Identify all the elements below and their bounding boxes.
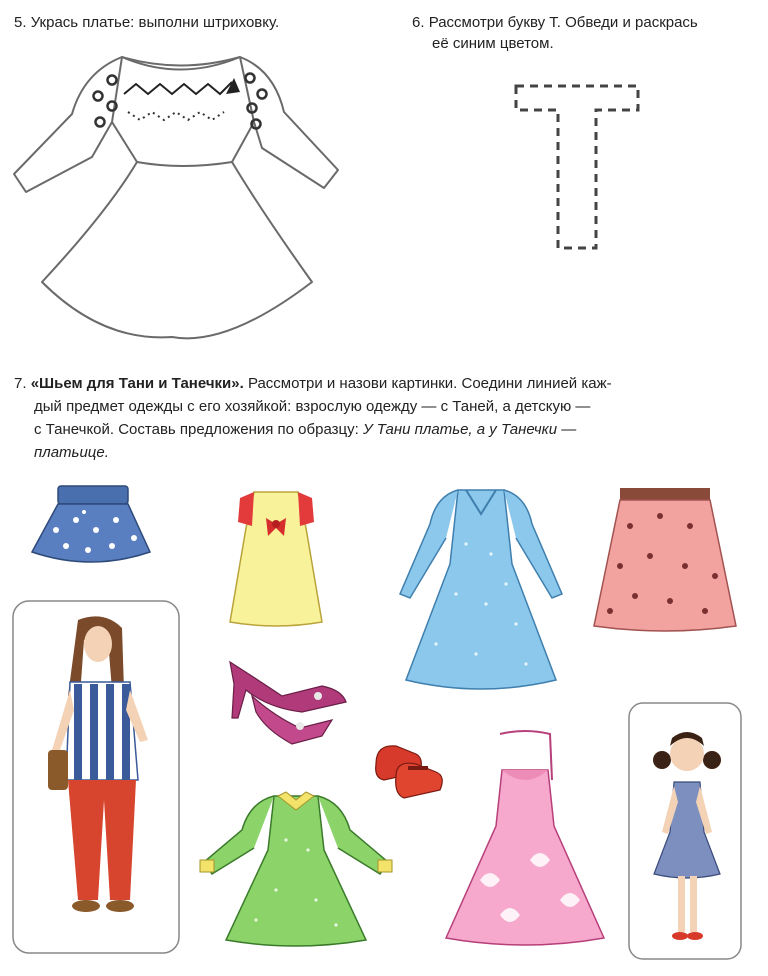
task-6-number: 6. <box>412 14 425 31</box>
task-7-example-end: платьице. <box>34 444 109 461</box>
task-5-number: 5. <box>14 14 27 31</box>
task-7-example: У Тани платье, а у Танечки — <box>362 421 577 438</box>
dress-outline-drawing[interactable] <box>12 52 352 342</box>
task-6-text-line1: Рассмотри букву Т. Обведи и раскрась <box>428 14 698 31</box>
pink-skirt-image[interactable] <box>590 486 740 636</box>
high-heels-image[interactable] <box>222 656 352 746</box>
task-7-line3: с Танечкой. Составь предложения по образцу: <box>34 421 363 438</box>
pink-halter-dress-image[interactable] <box>440 730 610 950</box>
tanya-woman-card[interactable] <box>12 600 180 954</box>
task-7-title: «Шьем для Тани и Танечки». <box>30 375 244 392</box>
tanechka-girl-card[interactable] <box>628 702 742 960</box>
letter-t-outline[interactable] <box>512 82 642 252</box>
task-7-instruction <box>14 372 754 464</box>
task-7-line2: дый предмет одежды с его хозяйкой: взрослую одежду — с Таней, а детскую — <box>34 398 591 415</box>
green-dress-image[interactable] <box>196 790 396 950</box>
task-6-instruction <box>412 12 752 54</box>
yellow-dress-image[interactable] <box>226 488 326 628</box>
denim-skirt-image[interactable] <box>26 480 156 570</box>
task-7-number: 7. <box>14 375 27 392</box>
blue-dress-image[interactable] <box>396 484 566 694</box>
task-5-text: Укрась платье: выполни штриховку. <box>30 14 280 31</box>
task-6-text-line2: её синим цветом. <box>432 35 554 52</box>
task-5-instruction <box>14 12 279 33</box>
task-7-line1: Рассмотри и назови картинки. Соедини линией каж- <box>243 375 612 392</box>
